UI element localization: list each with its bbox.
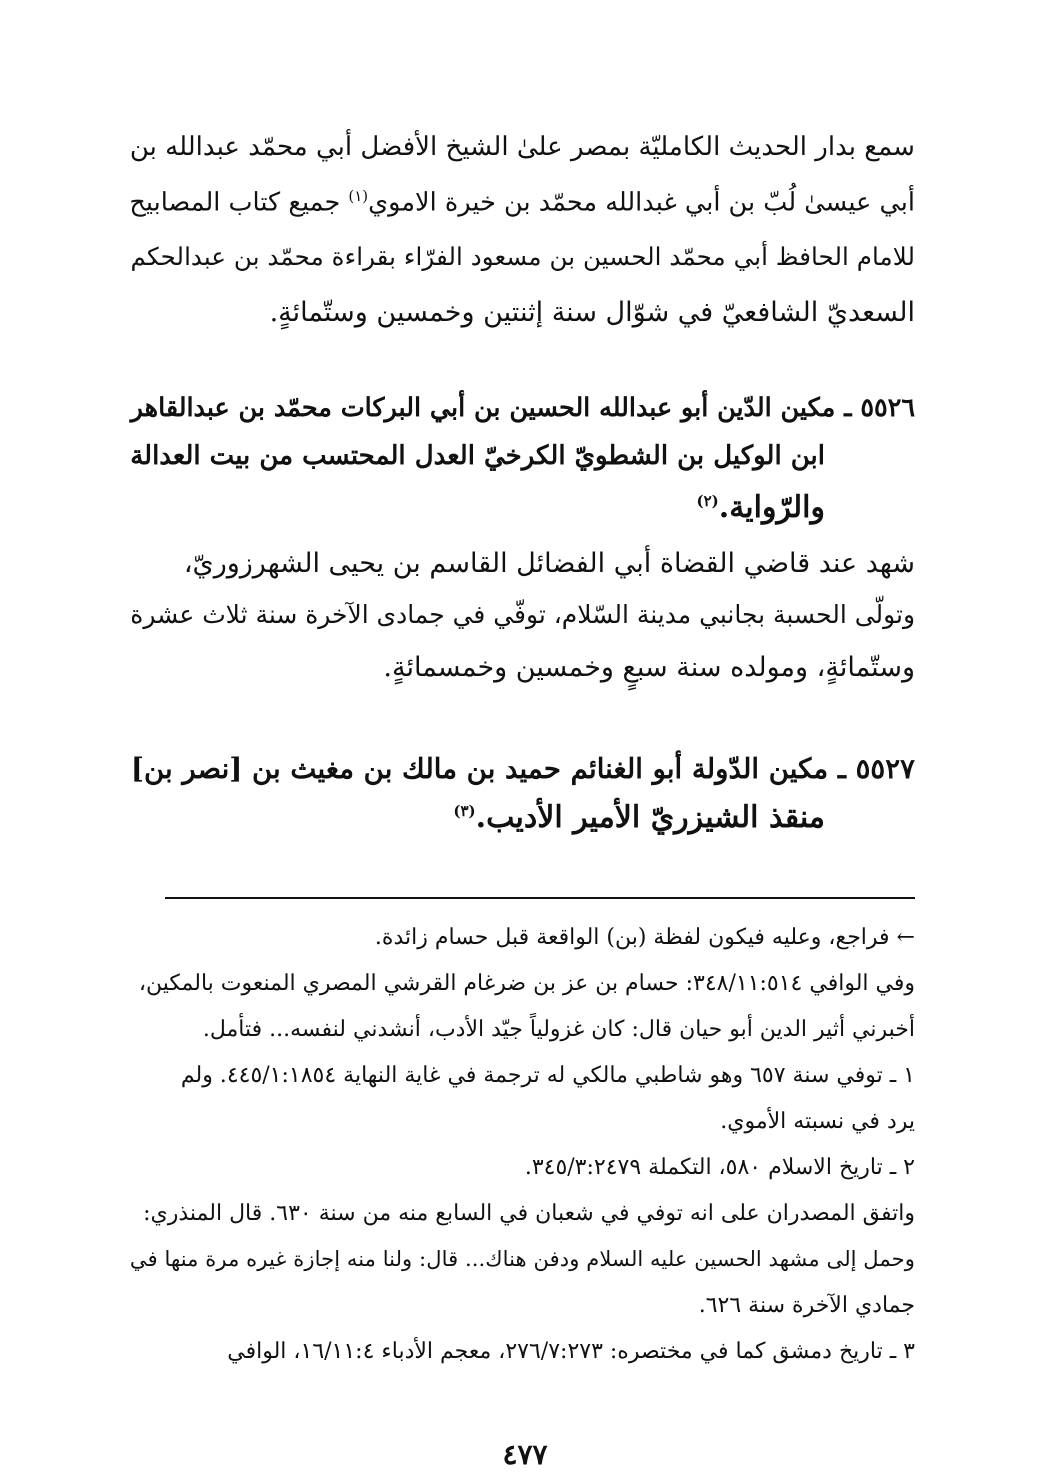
entry-5527-heading-line2 bbox=[453, 800, 825, 835]
footnote-rule bbox=[165, 897, 915, 899]
para1-line1: سمع بدار الحديث الكامليّة بمصر علىٰ الشيخ الأفضل أبي محمّد عبدالله بن bbox=[129, 132, 915, 162]
entry-5526-heading-line2: ابن الوكيل بن الشطويّ الكرخيّ العدل المحتسب من بيت العدالة bbox=[130, 441, 825, 471]
footnote-ref-1: (١) bbox=[348, 187, 369, 205]
footnote-line: أخبرني أثير الدين أبو حيان قال: كان غزولياً جيّد الأدب، أنشدني لنفسه... فتأمل. bbox=[202, 1017, 915, 1042]
footnote-ref-2: (٢) bbox=[696, 492, 719, 510]
footnote-line: يرد في نسبته الأموي. bbox=[720, 1109, 915, 1134]
footnote-line: وفي الوافي ٣٤٨/١١:٥١٤: حسام بن عز بن ضرغام القرشي المصري المنعوت بالمكين، bbox=[138, 971, 915, 996]
para2-line3: وستّمائةٍ، ومولده سنة سبعٍ وخمسين وخمسمائةٍ. bbox=[383, 652, 915, 683]
para1-line2 bbox=[129, 187, 915, 218]
para1-line2-end: جميع كتاب المصابيح bbox=[129, 187, 349, 218]
para2-line1: شهد عند قاضي القضاة أبي الفضائل القاسم بن يحيى الشهرزوريّ، bbox=[183, 548, 915, 579]
entry-5526-heading-line1: ٥٥٢٦ ـ مكين الدّين أبو عبدالله الحسين بن أبي البركات محمّد بن عبدالقاهر bbox=[130, 392, 915, 422]
footnote-line: وحمل إلى مشهد الحسين عليه السلام ودفن هناك... قال: ولنا منه إجازة غيره مرة منها في bbox=[129, 1247, 915, 1272]
para1-line4: السعديّ الشافعيّ في شوّال سنة إثنتين وخمسين وستّمائةٍ. bbox=[269, 297, 915, 328]
entry-5527-heading-line1: ٥٥٢٧ ـ مكين الدّولة أبو الغنائم حميد بن مالك بن مغيث بن [نصر بن] bbox=[130, 752, 915, 785]
footnote-line: جمادي الآخرة سنة ٦٢٦. bbox=[698, 1293, 915, 1318]
footnote-line: ١ ـ توفي سنة ٦٥٧ وهو شاطبي مالكي له ترجمة في غاية النهاية ٤٤٥/١:١٨٥٤. ولم bbox=[180, 1063, 915, 1088]
para2-line2: وتولّى الحسبة بجانبي مدينة السّلام، توفّي في جمادى الآخرة سنة ثلاث عشرة bbox=[130, 600, 915, 629]
footnote-line: ← فراجع، وعليه فيكون لفظة (بن) الواقعة قبل حسام زائدة. bbox=[374, 925, 915, 950]
para1-line2-start: أبي عيسىٰ لُبّ بن أبي غبدالله محمّد بن خيرة الاموي bbox=[368, 187, 915, 218]
footnote-ref-3: (٣) bbox=[453, 802, 476, 820]
footnote-line: ٣ ـ تاريخ دمشق كما في مختصره: ٢٧٦/٧:٢٧٣، معجم الأدباء ١٦/١١:٤، الوافي bbox=[227, 1339, 915, 1364]
para1-line3: للامام الحافظ أبي محمّد الحسين بن مسعود الفرّاء بقراءة محمّد بن عبدالحكم bbox=[130, 242, 915, 271]
page-number: ٤٧٧ bbox=[502, 1438, 548, 1471]
footnote-line: ٢ ـ تاريخ الاسلام ٥٨٠، التكملة ٣٤٥/٣:٢٤٧٩. bbox=[524, 1155, 915, 1180]
entry-5526-heading-line3 bbox=[697, 490, 826, 525]
footnote-line: واتفق المصدران على انه توفي في شعبان في السابع منه من سنة ٦٣٠. قال المنذري: bbox=[143, 1201, 915, 1226]
entry-5526-heading-end: والرّواية. bbox=[718, 490, 825, 525]
entry-5527-heading-end: منقذ الشيزريّ الأمير الأديب. bbox=[475, 800, 825, 835]
